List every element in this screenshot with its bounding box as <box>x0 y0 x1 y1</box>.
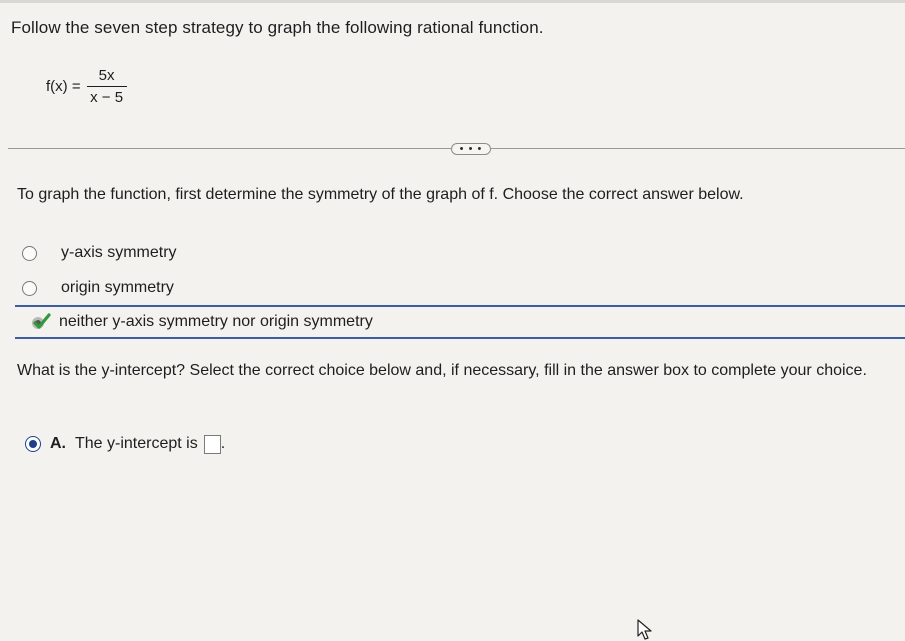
function-expression <box>46 56 127 116</box>
question-title: Follow the seven step strategy to graph the following rational function. <box>11 18 544 37</box>
option-y-axis-symmetry[interactable] <box>15 240 905 266</box>
option-label: y-axis symmetry <box>61 244 177 261</box>
y-intercept-prompt: What is the y-intercept? Select the correct choice below and, if necessary, fill in the answer box to complete your choice. <box>17 362 867 379</box>
check-mark-icon <box>31 312 51 332</box>
fraction <box>87 67 127 106</box>
option-label: origin symmetry <box>61 279 174 296</box>
option-neither-symmetry[interactable] <box>15 305 905 339</box>
numerator: 5x <box>98 66 115 84</box>
ellipsis-icon: • • • <box>459 143 483 155</box>
function-label: f(x) = <box>46 77 81 95</box>
choice-suffix: . <box>220 435 226 452</box>
radio-button-selected[interactable] <box>25 436 41 452</box>
option-label: neither y-axis symmetry nor origin symmetry <box>59 313 373 330</box>
choice-text: The y-intercept is <box>75 435 198 452</box>
choice-a[interactable] <box>25 432 225 456</box>
option-origin-symmetry[interactable] <box>15 275 905 301</box>
symmetry-prompt: To graph the function, first determine the symmetry of the graph of f. Choose the correct answer below. <box>17 186 744 203</box>
top-edge <box>0 0 905 3</box>
radio-button[interactable] <box>22 281 37 296</box>
choice-letter: A. <box>50 435 66 452</box>
expand-more-button[interactable] <box>451 143 491 155</box>
answer-input-box[interactable] <box>204 435 221 454</box>
denominator: x − 5 <box>90 88 124 106</box>
cursor-arrow-icon <box>637 619 653 641</box>
radio-button[interactable] <box>22 246 37 261</box>
